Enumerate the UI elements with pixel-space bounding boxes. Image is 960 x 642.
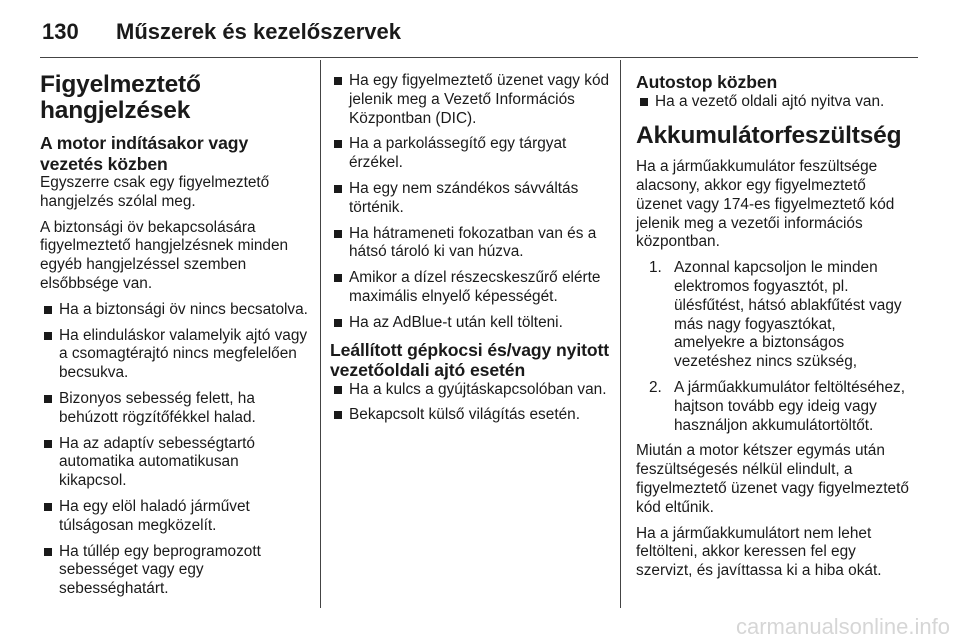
bullet-square-icon [44,332,52,340]
bullet-square-icon [334,77,342,85]
autostop-condition-list [636,93,910,112]
list-item: Ha elinduláskor valamelyik ajtó vagy a csomagtérajtó nincs megfelelően becsukva. [40,327,308,383]
list-item: Ha egy elöl haladó járművet túlságosan megközelít. [40,498,308,536]
chime-condition-list-continued [330,72,610,333]
paragraph: Ha a járműakkumulátort nem lehet feltölteni, akkor keressen fel egy szervizt, és javíttassa ki a hiba okát. [636,524,882,580]
bullet-square-icon [44,548,52,556]
bullet-square-icon [640,98,648,106]
step-number: 1. [649,259,662,277]
column-divider-2 [620,60,621,608]
autostop-subtitle: Autostop közben [636,72,778,92]
list-item: Ha a parkolássegítő egy tárgyat érzékel. [330,135,610,173]
bullet-square-icon [334,274,342,282]
page-number: 130 [42,19,79,44]
column-3 [636,72,910,588]
parked-condition-list [330,381,610,426]
column-divider-1 [320,60,321,608]
column-2 [330,72,610,432]
list-item: Ha a kulcs a gyújtáskapcsolóban van. [330,381,610,400]
battery-steps-list [636,259,910,435]
bullet-square-icon [44,395,52,403]
parked-vehicle-subtitle: Leállított gépkocsi és/vagy nyitott vezetőoldali ajtó esetén [330,339,610,381]
battery-voltage-title: Akkumulátorfeszültség [636,122,902,150]
bullet-square-icon [334,140,342,148]
list-item: 2. A járműakkumulátor feltöltéséhez, hajtson tovább egy ideig vagy használjon akkumulátortöltőt. [649,379,905,434]
paragraph: Egyszerre csak egy figyelmeztető hangjelzés szólal meg. [40,174,270,210]
list-item: Ha túllép egy beprogramozott sebességet vagy egy sebességhatárt. [40,543,308,599]
list-item: Ha a biztonsági öv nincs becsatolva. [40,301,308,320]
column-1 [40,72,308,606]
list-item: 1. Azonnal kapcsoljon le minden elektromos fogyasztót, pl. ülésfűtést, hátsó ablakfűtést vagy más nagy fogyasztókat, amelyekre a biztonságos vezetéshez nincs szükség, [649,259,902,371]
bullet-square-icon [334,386,342,394]
bullet-square-icon [334,319,342,327]
list-item: Ha egy nem szándékos sávváltás történik. [330,180,610,218]
list-item: Ha az adaptív sebességtartó automatika automatikusan kikapcsol. [40,435,308,491]
list-item: Ha az AdBlue-t után kell tölteni. [330,314,610,333]
paragraph: Ha a járműakkumulátor feszültsége alacsony, akkor egy figyelmeztető üzenet vagy 174-es figyelmeztető kód jelenik meg a vezetői információs központban. [636,158,895,251]
engine-start-subtitle: A motor indításakor vagy vezetés közben [40,133,249,174]
paragraph: Miután a motor kétszer egymás után feszültségesés nélkül elindult, a figyelmeztető üzenet vagy figyelmeztető kód eltűnik. [636,442,909,516]
bullet-square-icon [44,440,52,448]
watermark-link[interactable]: carmanualsonline.info [735,614,950,639]
list-item: Bizonyos sebesség felett, ha behúzott rögzítőfékkel halad. [40,390,308,428]
bullet-square-icon [334,230,342,238]
warning-chimes-title: Figyelmeztető hangjelzések [40,71,201,124]
paragraph: A biztonsági öv bekapcsolására figyelmeztető hangjelzésnek minden egyéb hangjelzéssel szemben elsőbbsége van. [40,218,289,292]
list-item: Ha hátrameneti fokozatban van és a hátsó tároló ki van húzva. [330,225,610,263]
header-divider [40,57,918,58]
chime-condition-list [40,301,308,599]
step-number: 2. [649,379,662,397]
bullet-square-icon [44,503,52,511]
bullet-square-icon [334,185,342,193]
bullet-square-icon [334,411,342,419]
list-item: Bekapcsolt külső világítás esetén. [330,406,610,425]
bullet-square-icon [44,306,52,314]
list-item: Ha a vezető oldali ajtó nyitva van. [636,93,910,112]
page-header [42,14,918,50]
list-item: Amikor a dízel részecskeszűrő elérte maximális elnyelő képességét. [330,269,610,307]
list-item: Ha egy figyelmeztető üzenet vagy kód jelenik meg a Vezető Információs Központban (DIC). [330,72,610,128]
section-title: Műszerek és kezelőszervek [116,19,401,44]
